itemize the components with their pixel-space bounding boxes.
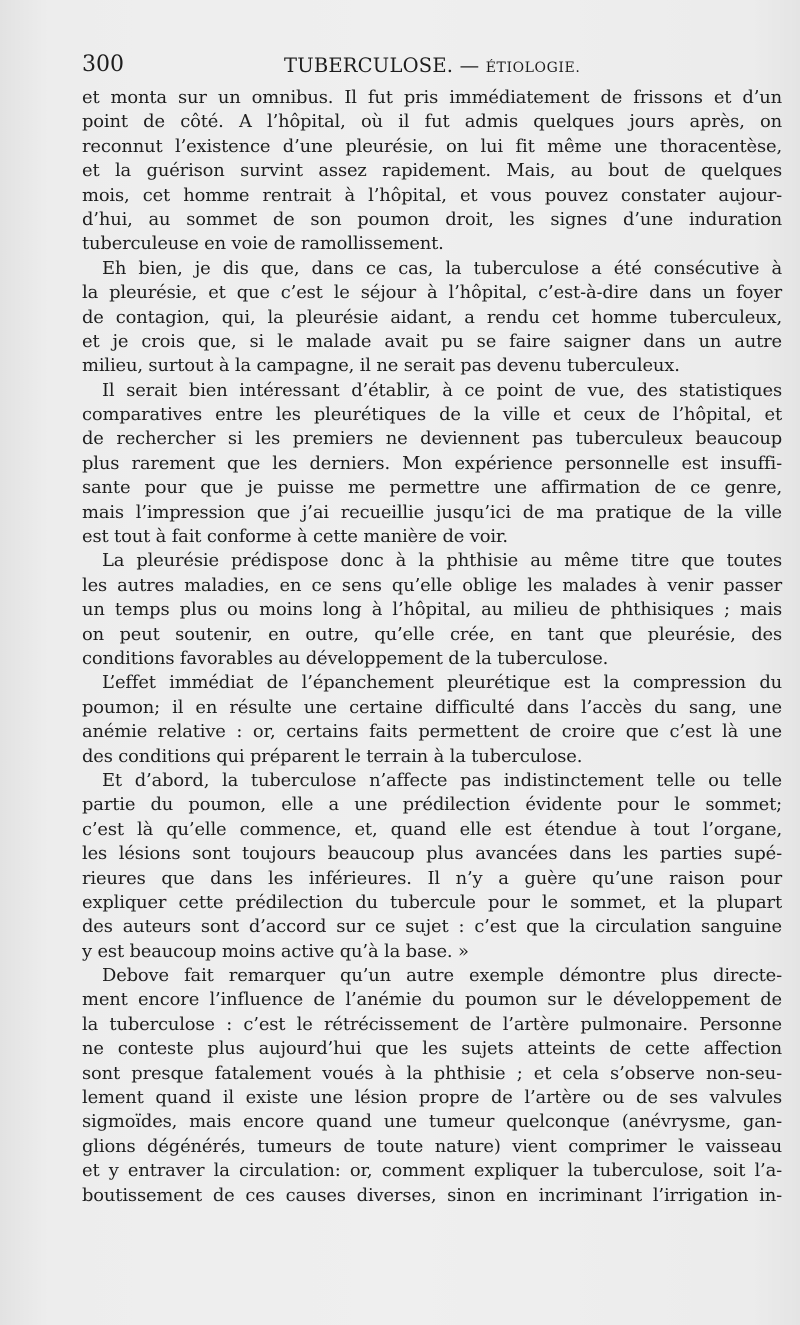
text-line: et la guérison survint assez rapidement. Mais, au bout de quelques xyxy=(82,160,782,182)
text-line: Debove fait remarquer qu’un autre exemple démontre plus directe- xyxy=(102,965,782,987)
text-line: L’effet immédiat de l’épanchement pleurétique est la compression du xyxy=(102,672,782,694)
text-line: est tout à fait conforme à cette manière de voir. xyxy=(82,526,508,548)
text-line: La pleurésie prédispose donc à la phthisie au même titre que toutes xyxy=(102,550,782,572)
text-line: et je crois que, si le malade avait pu se faire saigner dans un autre xyxy=(82,330,782,352)
text-line: sigmoïdes, mais encore quand une tumeur quelconque (anévrysme, gan- xyxy=(82,1111,782,1133)
text-line: et y entraver la circulation: or, comment expliquer la tuberculose, soit l’a- xyxy=(82,1160,782,1182)
text-line: ment encore l’influence de l’anémie du poumon sur le développement de xyxy=(82,989,782,1011)
text-line: et monta sur un omnibus. Il fut pris immédiatement de frissons et d’un xyxy=(82,87,782,108)
text-line: Et d’abord, la tuberculose n’affecte pas indistinctement telle ou telle xyxy=(102,769,782,791)
text-line: partie du poumon, elle a une prédilection évidente pour le sommet; xyxy=(82,794,782,816)
text-line: mois, cet homme rentrait à l’hôpital, et vous pouvez constater aujour- xyxy=(82,184,782,206)
text-line: plus rarement que les derniers. Mon expérience personnelle est insuffi- xyxy=(82,452,782,474)
text-line: les lésions sont toujours beaucoup plus avancées dans les parties supé- xyxy=(82,843,782,865)
text-line: d’hui, au sommet de son poumon droit, les signes d’une induration xyxy=(82,208,782,230)
text-line: expliquer cette prédilection du tubercule pour le sommet, et la plupart xyxy=(82,891,782,913)
text-line: de rechercher si les premiers ne deviennent pas tuberculeux beaucoup xyxy=(82,428,782,450)
text-line: poumon; il en résulte une certaine difficulté dans l’accès du sang, une xyxy=(82,696,782,718)
running-title xyxy=(284,54,580,77)
text-line: anémie relative : or, certains faits permettent de croire que c’est là une xyxy=(82,721,782,743)
header-subtitle: ÉTIOLOGIE. xyxy=(485,60,581,76)
text-line: point de côté. A l’hôpital, où il fut admis quelques jours après, on xyxy=(82,111,782,133)
text-line: mais l’impression que j’ai recueillie jusqu’ici de ma pratique de la ville xyxy=(82,501,782,523)
text-line: de contagion, qui, la pleurésie aidant, a rendu cet homme tuberculeux, xyxy=(82,306,782,328)
text-line: rieures que dans les inférieures. Il n’y a guère qu’une raison pour xyxy=(82,867,782,889)
text-line: des conditions qui préparent le terrain à la tuberculose. xyxy=(82,745,583,767)
text-line: milieu, surtout à la campagne, il ne serait pas devenu tuberculeux. xyxy=(82,355,680,377)
text-line: tuberculeuse en voie de ramollissement. xyxy=(82,233,444,255)
text-line: des auteurs sont d’accord sur ce sujet : c’est que la circulation sanguine xyxy=(82,916,782,938)
text-line: conditions favorables au développement de la tuberculose. xyxy=(82,647,609,669)
text-line: sont presque fatalement voués à la phthisie ; et cela s’observe non-seu- xyxy=(82,1062,782,1084)
text-line: Il serait bien intéressant d’établir, à ce point de vue, des statistiques xyxy=(102,379,782,401)
header-dash: — xyxy=(459,54,480,77)
text-line: reconnut l’existence d’une pleurésie, on lui fit même une thoracentèse, xyxy=(82,135,782,157)
text-line: sante pour que je puisse me permettre une affirmation de ce genre, xyxy=(82,477,782,499)
text-line: glions dégénérés, tumeurs de toute nature) vient comprimer le vaisseau xyxy=(82,1135,782,1157)
text-line: la tuberculose : c’est le rétrécissement de l’artère pulmonaire. Personne xyxy=(82,1013,782,1035)
text-line: un temps plus ou moins long à l’hôpital, au milieu de phthisiques ; mais xyxy=(82,599,782,621)
text-line: c’est là qu’elle commence, et, quand elle est étendue à tout l’organe, xyxy=(82,818,782,840)
running-header xyxy=(82,52,782,84)
body-text xyxy=(82,86,782,1208)
page-number: 300 xyxy=(82,52,124,77)
text-line: ne conteste plus aujourd’hui que les sujets atteints de cette affection xyxy=(82,1038,782,1060)
text-line: lement quand il existe une lésion propre de l’artère ou de ses valvules xyxy=(82,1087,782,1109)
header-title: TUBERCULOSE. xyxy=(284,54,454,77)
text-line: boutissement de ces causes diverses, sinon en incriminant l’irrigation in- xyxy=(82,1184,782,1206)
text-line: les autres maladies, en ce sens qu’elle oblige les malades à venir passer xyxy=(82,574,782,596)
text-line: y est beaucoup moins active qu’à la base. » xyxy=(82,940,469,962)
text-line: on peut soutenir, en outre, qu’elle crée, en tant que pleurésie, des xyxy=(82,623,782,645)
text-line: la pleurésie, et que c’est le séjour à l’hôpital, c’est-à-dire dans un foyer xyxy=(82,282,782,304)
text-line: Eh bien, je dis que, dans ce cas, la tuberculose a été consécutive à xyxy=(102,257,782,279)
text-line: comparatives entre les pleurétiques de la ville et ceux de l’hôpital, et xyxy=(82,404,782,426)
